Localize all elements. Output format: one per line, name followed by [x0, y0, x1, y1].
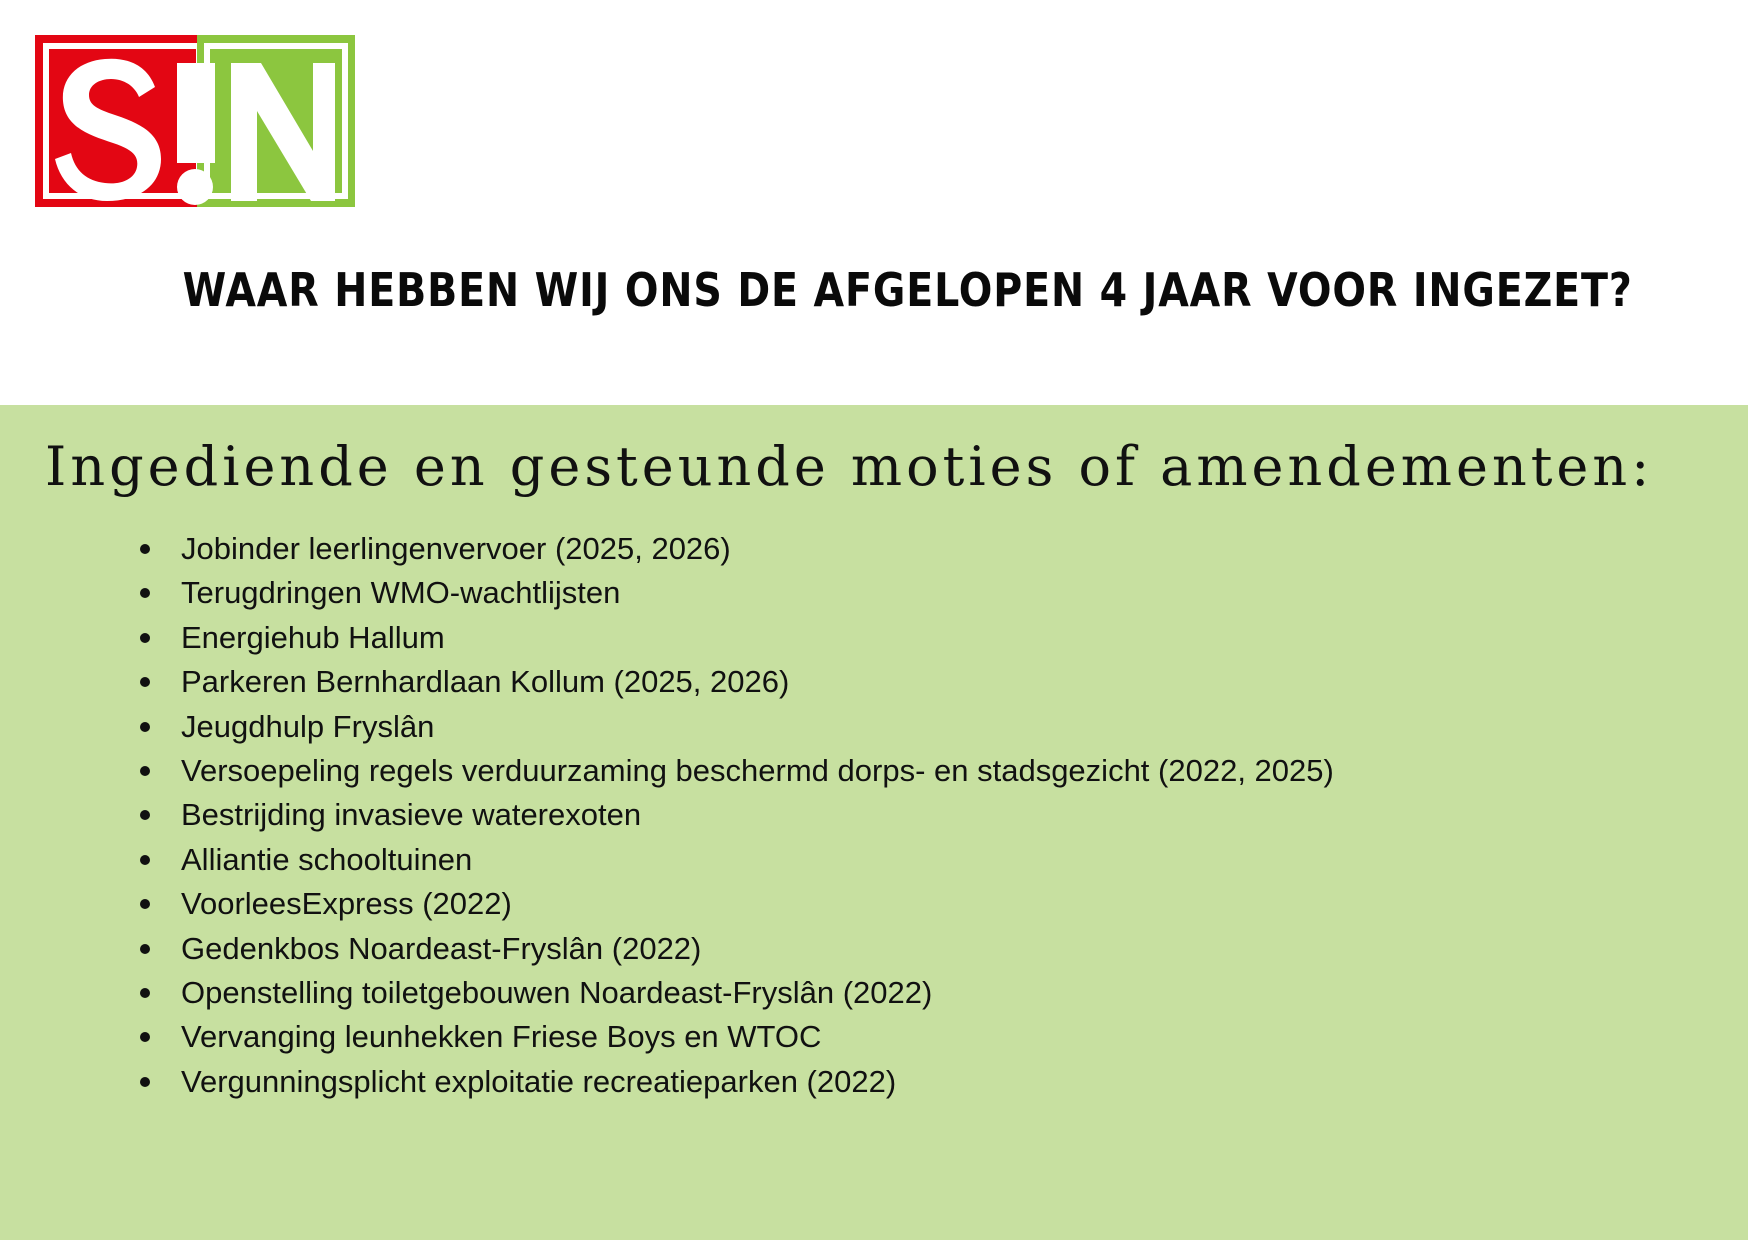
motions-list [140, 527, 1334, 1104]
list-item [140, 838, 1334, 882]
list-item-label: Vervanging leunhekken Friese Boys en WTOC [181, 1019, 822, 1055]
list-item-label: Vergunningsplicht exploitatie recreatieparken (2022) [181, 1063, 897, 1099]
section-heading: Ingediende en gesteunde moties of amendementen: [45, 435, 1654, 498]
list-item-label: Terugdringen WMO-wachtlijsten [181, 575, 621, 611]
list-item-label: Bestrijding invasieve waterexoten [181, 797, 642, 833]
bullet-icon [140, 722, 150, 732]
bullet-icon [140, 766, 150, 776]
bullet-icon [140, 544, 150, 554]
list-item [140, 749, 1334, 793]
bullet-icon [140, 1032, 150, 1042]
list-item-label: Energiehub Hallum [181, 619, 445, 655]
list-item-label: VoorleesExpress (2022) [181, 886, 512, 922]
list-item [140, 1015, 1334, 1059]
list-item-label: Gedenkbos Noardeast-Fryslân (2022) [181, 930, 702, 966]
bullet-icon [140, 810, 150, 820]
bullet-icon [140, 944, 150, 954]
list-item [140, 1060, 1334, 1104]
bullet-icon [140, 633, 150, 643]
list-item [140, 705, 1334, 749]
motions-panel [0, 405, 1748, 1240]
list-item [140, 616, 1334, 660]
bullet-icon [140, 988, 150, 998]
bullet-icon [140, 855, 150, 865]
list-item-label: Jeugdhulp Fryslân [181, 708, 435, 744]
list-item [140, 927, 1334, 971]
list-item [140, 571, 1334, 615]
list-item-label: Jobinder leerlingenvervoer (2025, 2026) [181, 531, 731, 566]
list-item [140, 882, 1334, 926]
list-item [140, 660, 1334, 704]
bullet-icon [140, 899, 150, 909]
list-item [140, 527, 1334, 571]
bullet-icon [140, 1077, 150, 1087]
sin-logo [35, 35, 355, 207]
bullet-icon [140, 588, 150, 598]
list-item [140, 971, 1334, 1015]
list-item-label: Versoepeling regels verduurzaming beschermd dorps- en stadsgezicht (2022, 2025) [181, 752, 1334, 788]
header-section [0, 0, 1748, 405]
bullet-icon [140, 677, 150, 687]
page-title: WAAR HEBBEN WIJ ONS DE AFGELOPEN 4 JAAR VOOR INGEZET? [182, 263, 1633, 317]
list-item-label: Alliantie schooltuinen [181, 841, 473, 877]
list-item-label: Parkeren Bernhardlaan Kollum (2025, 2026) [181, 664, 790, 700]
list-item [140, 793, 1334, 837]
list-item-label: Openstelling toiletgebouwen Noardeast-Fryslân (2022) [181, 974, 933, 1010]
